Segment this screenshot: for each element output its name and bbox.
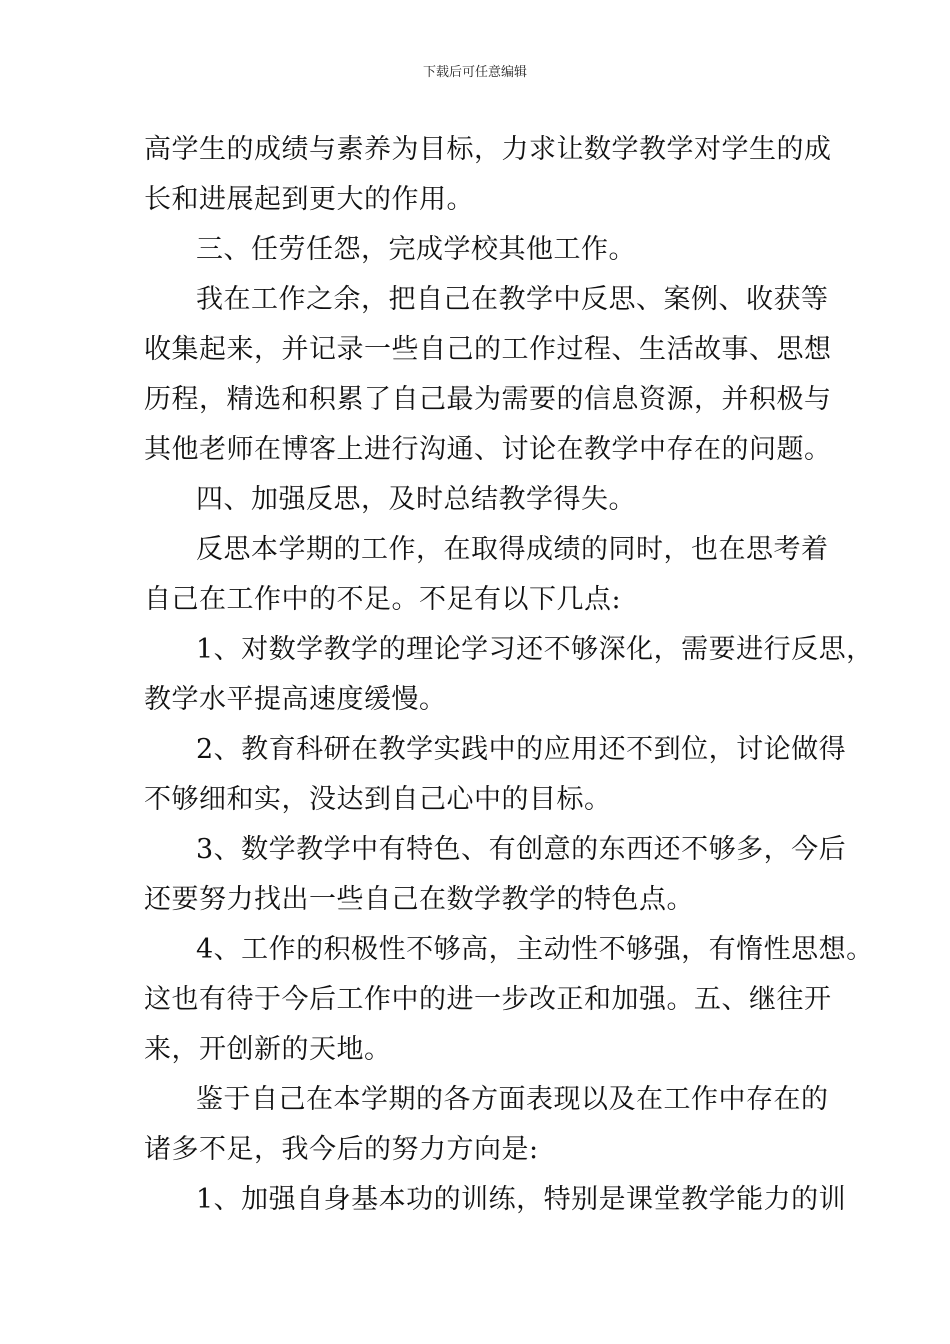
list-item: 3、数学教学中有特色、有创意的东西还不够多，今后 <box>196 834 847 865</box>
text-line: 收集起来，并记录一些自己的工作过程、生活故事、思想 <box>144 334 832 365</box>
text-line: 自己在工作中的不足。不足有以下几点: <box>144 584 622 615</box>
text-line: 历程，精选和积累了自己最为需要的信息资源，并积极与 <box>144 384 832 415</box>
text-line: 来，开创新的天地。 <box>144 1034 392 1065</box>
text-line: 还要努力找出一些自己在数学教学的特色点。 <box>144 884 694 915</box>
section-heading: 三、任劳任怨，完成学校其他工作。 <box>196 234 636 265</box>
text-line: 高学生的成绩与素养为目标，力求让数学教学对学生的成 <box>144 134 832 165</box>
page-header: 下载后可任意编辑 <box>422 65 527 80</box>
text-line: 长和进展起到更大的作用。 <box>144 184 474 215</box>
text-line: 教学水平提高速度缓慢。 <box>144 684 447 715</box>
text-line: 鉴于自己在本学期的各方面表现以及在工作中存在的 <box>196 1084 829 1115</box>
section-heading: 四、加强反思，及时总结教学得失。 <box>196 484 636 515</box>
text-line: 诸多不足，我今后的努力方向是: <box>144 1134 539 1165</box>
list-item: 1、加强自身基本功的训练，特别是课堂教学能力的训 <box>196 1184 847 1215</box>
text-line: 这也有待于今后工作中的进一步改正和加强。五、继往开 <box>144 984 832 1015</box>
list-item: 4、工作的积极性不够高，主动性不够强，有惰性思想。 <box>196 934 874 965</box>
text-line: 其他老师在博客上进行沟通、讨论在教学中存在的问题。 <box>144 434 832 465</box>
list-item: 1、对数学教学的理论学习还不够深化，需要进行反思， <box>196 634 874 665</box>
body-text <box>144 125 874 1225</box>
text-line: 我在工作之余，把自己在教学中反思、案例、收获等 <box>196 284 829 315</box>
text-line: 反思本学期的工作，在取得成绩的同时，也在思考着 <box>196 534 829 565</box>
list-item: 2、教育科研在教学实践中的应用还不到位，讨论做得 <box>196 734 847 765</box>
text-line: 不够细和实，没达到自己心中的目标。 <box>144 784 612 815</box>
